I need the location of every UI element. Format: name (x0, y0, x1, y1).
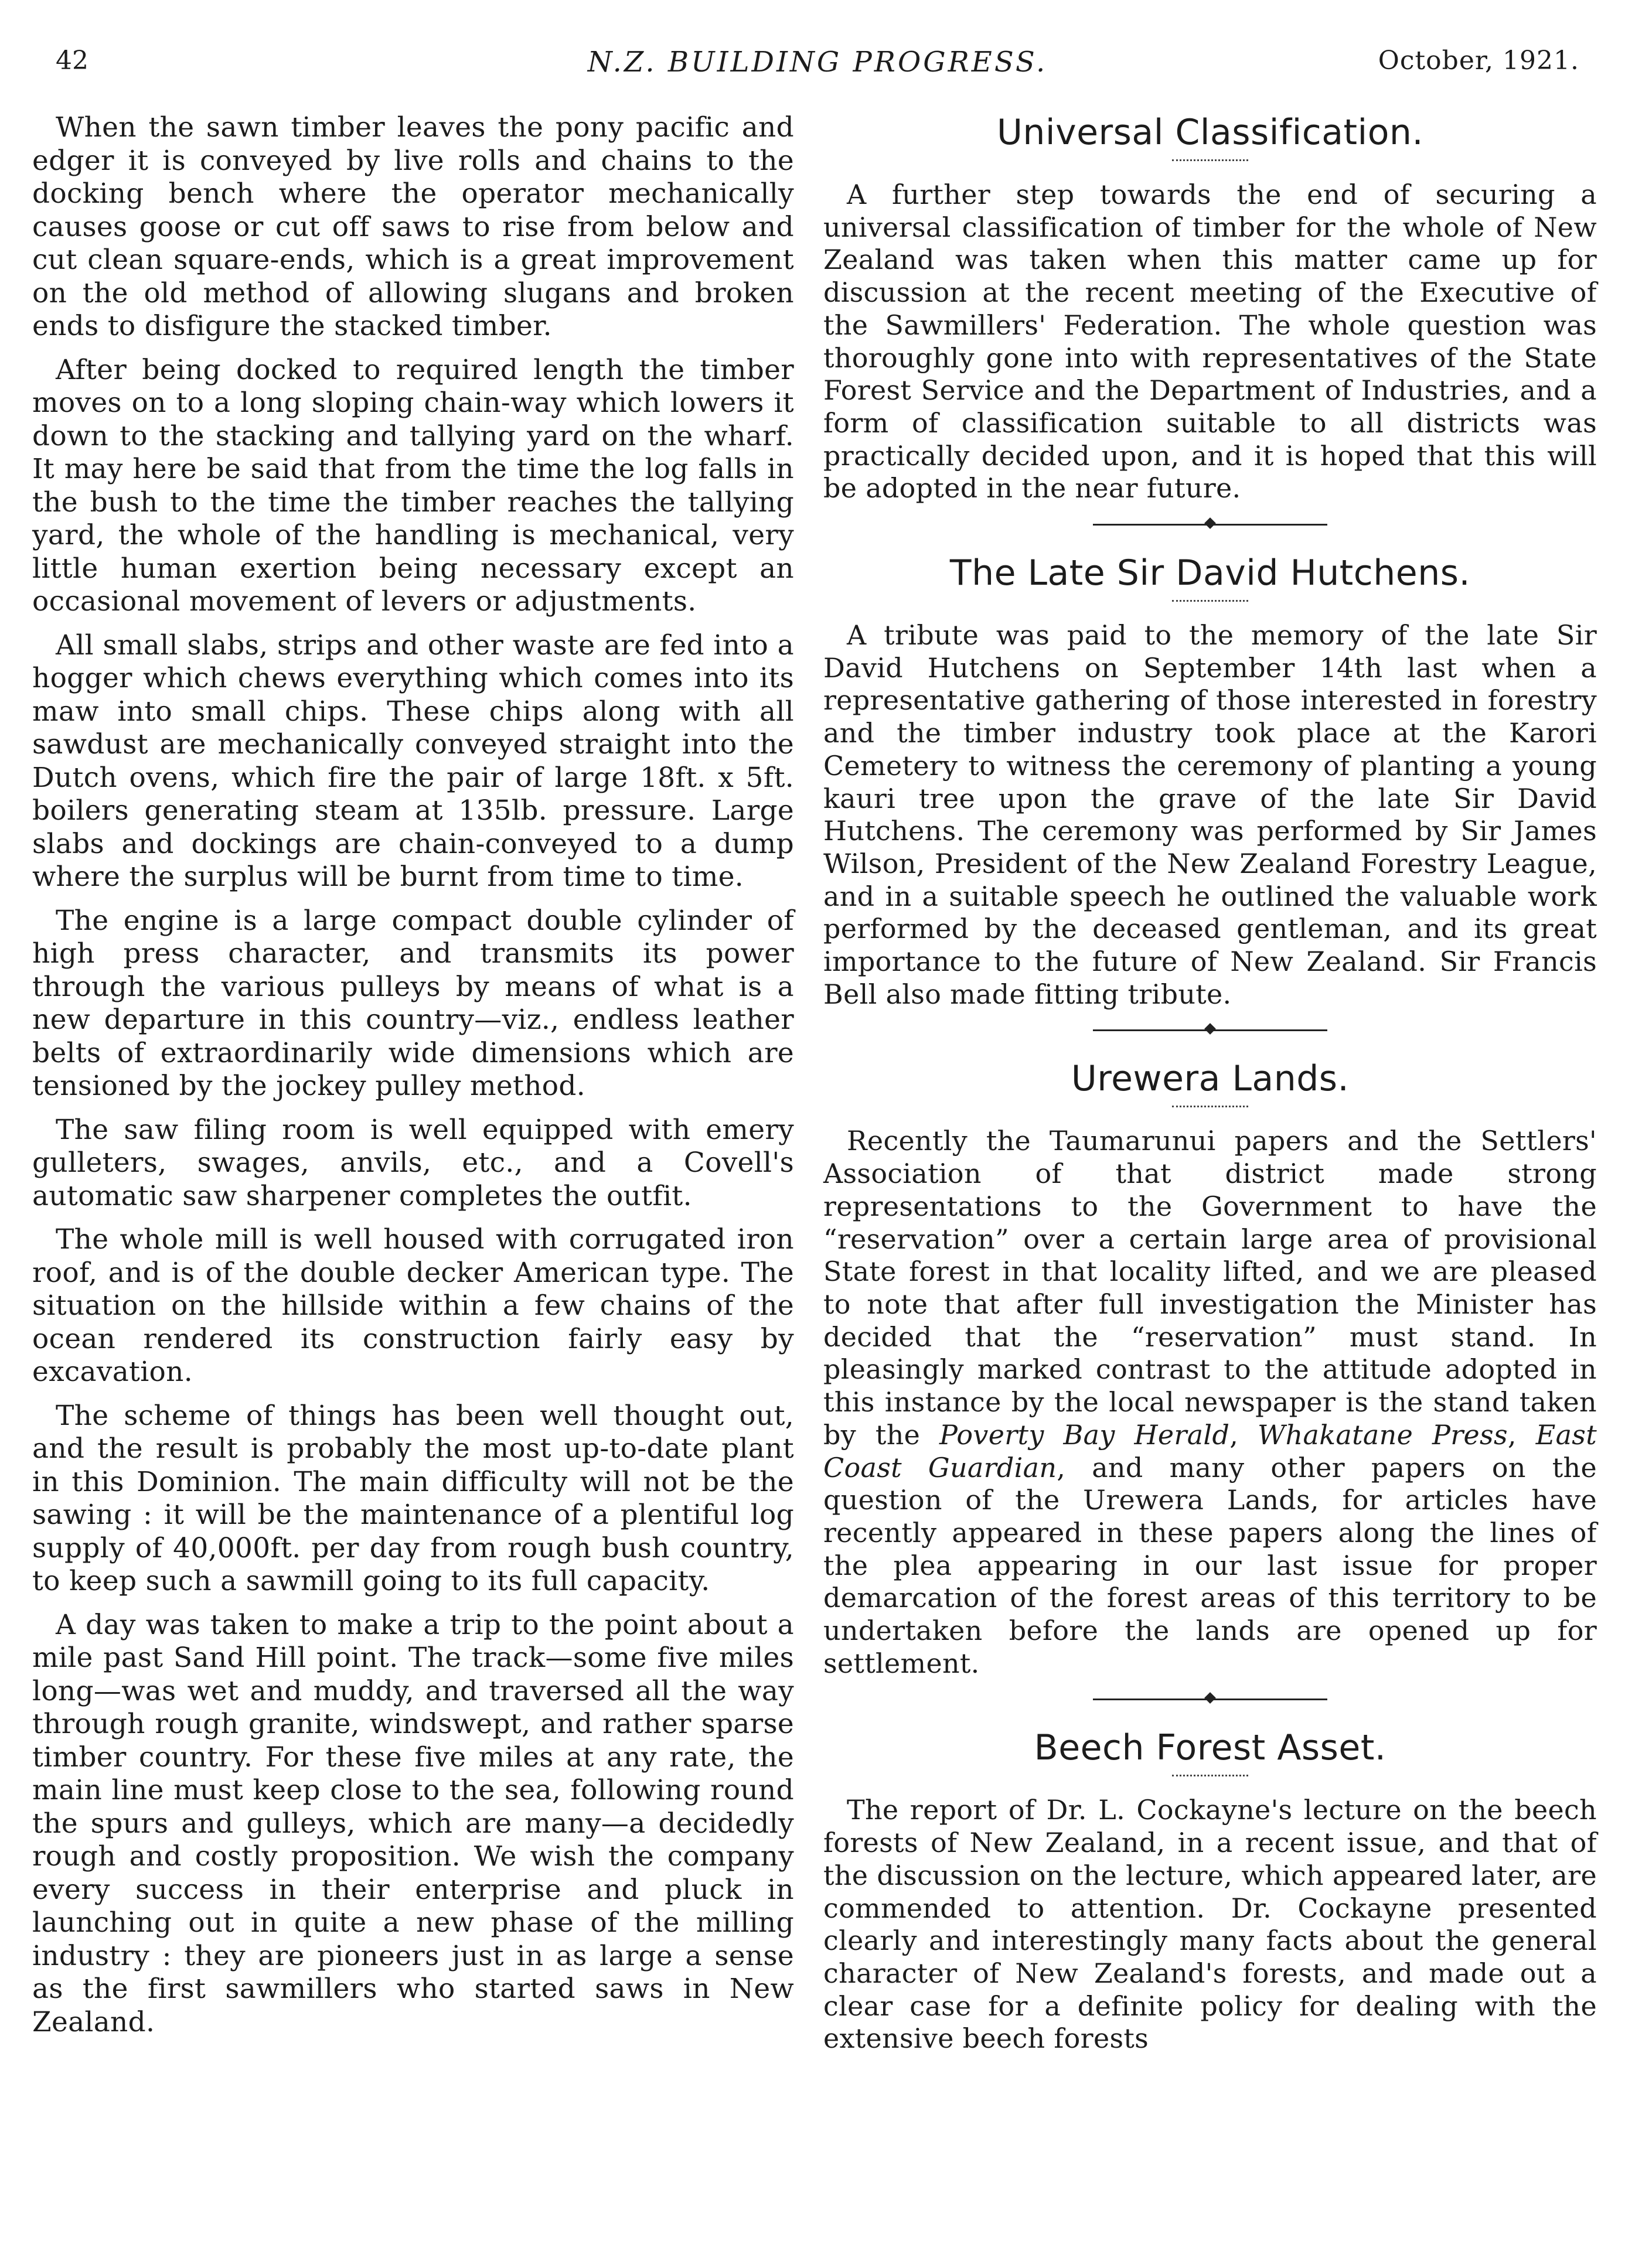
page-number: 42 (56, 46, 88, 76)
paragraph-docking: After being docked to required length the timber moves on to a long sloping chain-way which lowers it down to the stacking and tallying yard on the wharf. It may here be said that from the time the log falls in the bush to the time the timber reaches the tallying yard, the whole of the handling is mechanical, very little human exertion being necessary except an occasional movement of levers or adjustments. (32, 353, 794, 618)
separator-text: , (1507, 1418, 1536, 1451)
article-heading: The Late Sir David Hutchens. (949, 552, 1471, 594)
article-body: The report of Dr. L. Cockayne's lecture on the beech forests of New Zealand, in a recent issue, and that of the discussion on the lecture, which appeared later, are commended to attention. Dr. Cockayne presented clearly and interestingly many facts about the general character of New Zealand's forests, and made out a clear case for a definite policy for dealing with the extensive beech forests (823, 1794, 1597, 2055)
body-text: , and many other papers on the question of the Urewera Lands, for articles have recently appeared in these papers along the lines of the plea appearing in our last issue for proper demarcation of the forest areas of this territory to be undertaken before the lands are opened up for settlement. (823, 1451, 1597, 1679)
right-column (823, 111, 1597, 2066)
paragraph-mill-housing: The whole mill is well housed with corrugated iron roof, and is of the double decker American type. The situation on the hillside within a few chains of the ocean rendered its construction fairly easy by excavation. (32, 1223, 794, 1388)
article-heading: Urewera Lands. (1071, 1058, 1350, 1100)
running-head (56, 46, 1579, 93)
heading-rule (1172, 1106, 1248, 1107)
article-heading: Beech Forest Asset. (1034, 1727, 1386, 1769)
left-column (32, 111, 794, 2049)
paragraph-conveying: When the sawn timber leaves the pony pacific and edger it is conveyed by live rolls and chains to the docking bench where the operator mechanically causes goose or cut off saws to rise from below and cut clean square-ends, which is a great improvement on the old method of allowing slugans and broken ends to disfigure the stacked timber. (32, 111, 794, 342)
heading-rule (1172, 600, 1248, 602)
article-sir-david-hutchens (823, 552, 1597, 1011)
paragraph-filing-room: The saw filing room is well equipped with emery gulleters, swages, anvils, etc., and a Covell's automatic saw sharpener completes the outfit. (32, 1113, 794, 1212)
newspaper-title: East Coast Guardian (823, 1418, 1597, 1483)
paragraph-trip: A day was taken to make a trip to the point about a mile past Sand Hill point. The track—some five miles long—was wet and muddy, and traversed all the way through rough granite, windswept, and rather sparse timber country. For these five miles at any rate, the main line must keep close to the sea, following round the spurs and gulleys, which are many—a decidedly rough and costly proposition. We wish the company every success in their enterprise and pluck in launching out in quite a new phase of the milling industry : they are pioneers just in as large a sense as the first sawmillers who started saws in New Zealand. (32, 1608, 794, 2038)
section-divider (1093, 1021, 1327, 1039)
issue-date: October, 1921. (1378, 46, 1579, 76)
paragraph-engine: The engine is a large compact double cylinder of high press character, and transmits its power through the various pulleys by means of what is a new departure in this country—viz., endless leather belts of extraordinarily wide dimensions which are tensioned by the jockey pulley method. (32, 904, 794, 1102)
paragraph-scheme: The scheme of things has been well thought out, and the result is probably the most up-to-date plant in this Dominion. The main difficulty will not be the sawing : it will be the maintenance of a plentiful log supply of 40,000ft. per day from rough bush country, to keep such a sawmill going to its full capacity. (32, 1399, 794, 1597)
article-heading: Universal Classification. (996, 112, 1424, 153)
article-body: A tribute was paid to the memory of the late Sir David Hutchens on September 14th last when a representative gathering of those interested in forestry and the timber industry took place at the Karori Cemetery to witness the ceremony of planting a young kauri tree upon the grave of the late Sir David Hutchens. The ceremony was performed by Sir James Wilson, President of the New Zealand Forestry League, and in a suitable speech he outlined the valuable work performed by the deceased gentleman, and its great importance to the future of New Zealand. Sir Francis Bell also made fitting tribute. (823, 619, 1597, 1010)
publication-title: N.Z. BUILDING PROGRESS. (587, 46, 1048, 79)
article-urewera-lands (823, 1058, 1597, 1680)
newspaper-title: Poverty Bay Herald (939, 1418, 1230, 1451)
article-beech-forest-asset (823, 1727, 1597, 2055)
separator-text: , (1229, 1418, 1258, 1451)
section-divider (1093, 1690, 1327, 1708)
heading-rule (1172, 159, 1248, 161)
article-body (823, 1125, 1597, 1680)
section-divider (1093, 516, 1327, 533)
article-universal-classification (823, 111, 1597, 505)
newspaper-title: Whakatane Press (1258, 1418, 1508, 1451)
paragraph-waste: All small slabs, strips and other waste are fed into a hogger which chews everything which comes into its maw into small chips. These chips along with all sawdust are mechanically conveyed straight into the Dutch ovens, which fire the pair of large 18ft. x 5ft. boilers generating steam at 135lb. pressure. Large slabs and dockings are chain-conveyed to a dump where the surplus will be burnt from time to time. (32, 629, 794, 893)
body-text: Recently the Taumarunui papers and the Settlers' Association of that district made strong representations to the Government to have the “reservation” over a certain large area of provisional State forest in that locality lifted, and we are pleased to note that after full investigation the Minister has decided that the “reservation” must stand. In pleasingly marked contrast to the attitude adopted in this instance by the local newspaper is the stand taken by the (823, 1125, 1597, 1451)
heading-rule (1172, 1775, 1248, 1776)
article-body: A further step towards the end of securing a universal classification of timber for the whole of New Zealand was taken when this matter came up for discussion at the recent meeting of the Executive of the Sawmillers' Federation. The whole question was thoroughly gone into with representatives of the State Forest Service and the Department of Industries, and a form of classification suitable to all districts was practically decided upon, and it is hoped that this will be adopted in the near future. (823, 179, 1597, 504)
